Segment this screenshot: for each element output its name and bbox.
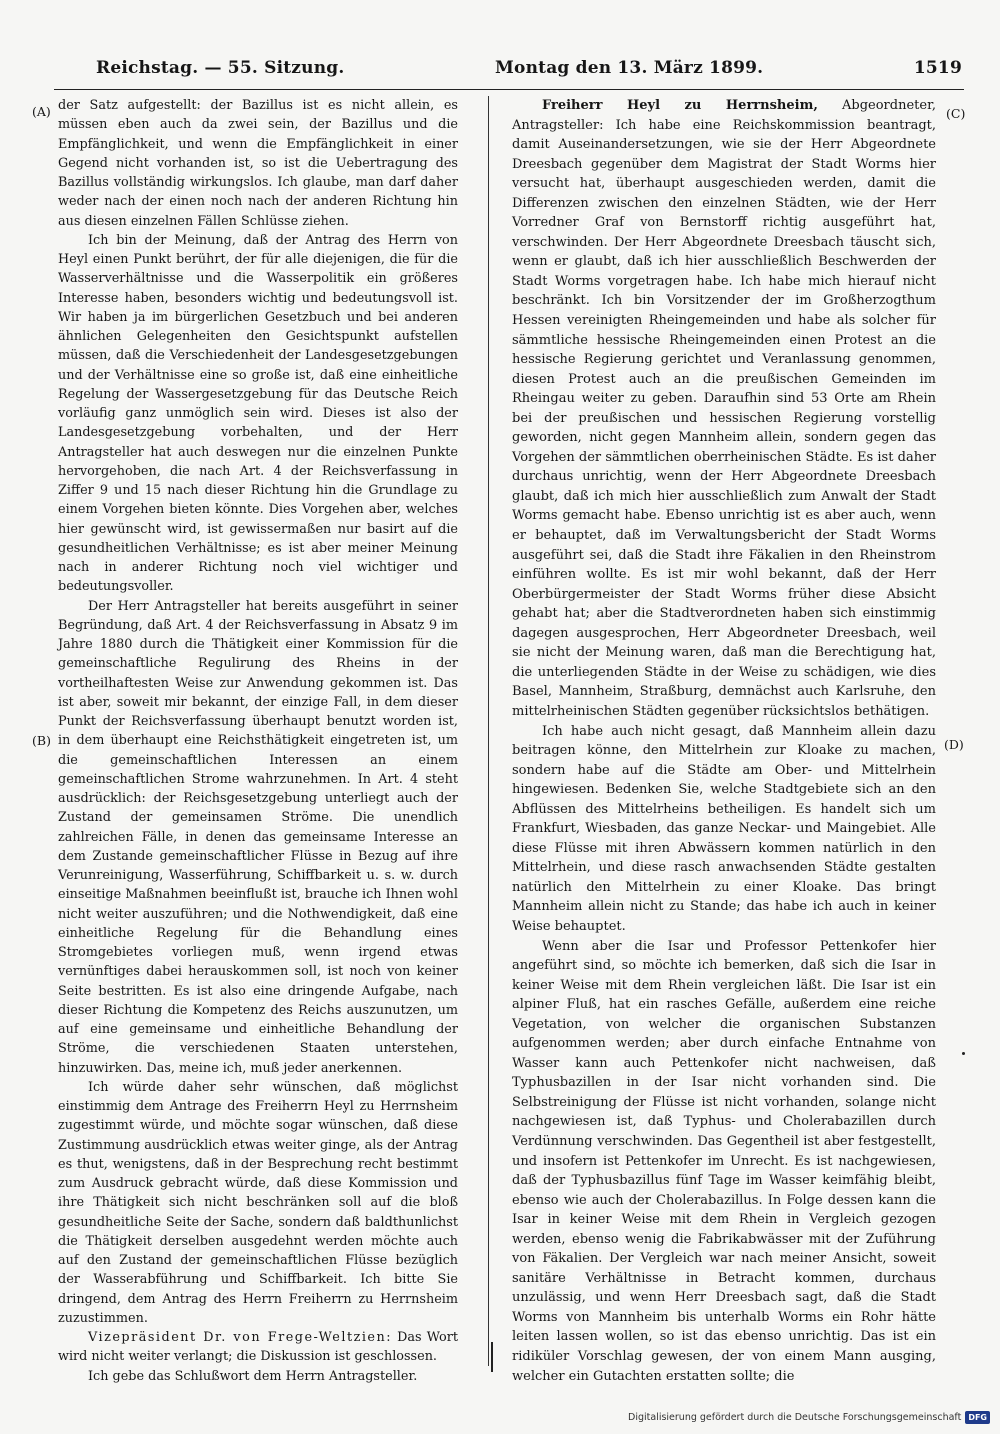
speaker-text: Abgeordneter, Antragsteller: Ich habe eine Reichskommission beantragt, damit Auseinandersetzungen, wie sie der Herr Abgeordnete Dreesbach gegenüber dem Magistrat der Stadt Worms hier versucht hat, überhaupt ausgeschieden werden, damit die Differenzen zwischen den einzelnen Städten, wie der Herr Vorredner Graf von Bernstorff richtig ausgeführt hat, verschwinden. Der Herr Abgeordnete Dreesbach täuscht sich, wenn er glaubt, daß ich hier ausschließlich Beschwerden der Stadt Worms vorgetragen habe. Ich habe mich hierauf nicht beschränkt. Ich bin Vorsitzender der im Großherzogthum Hessen vereinigten Rheingemeinden und habe als solcher für sämmtliche hessische Rheingemeinden einen Protest an die hessische Regierung gerichtet und Veranlassung genommen, diesen Protest auch an die preußischen Gemeinden im Rheingau weiter zu geben. Daraufhin sind 53 Orte am Rhein bei der preußischen und hessischen Regierung vorstellig geworden, nicht gegen Mannheim allein, sondern gegen das Vorgehen der sämmtlichen oberrheinischen Städte. Es ist daher durchaus unrichtig, wenn der Herr Abgeordnete Dreesbach glaubt, daß ich mich hier ausschließlich zum Anwalt der Stadt Worms gemacht habe. Ebenso unrichtig ist es aber auch, wenn er behauptet, daß im Verwaltungsbericht der Stadt Worms ausgeführt sei, daß die Stadt ihre Fäkalien in den Rheinstrom einführen wollte. Es ist mir wohl bekannt, daß der Herr Oberbürgermeister der Stadt Worms früher diese Absicht gehabt hat; aber die Stadtverordneten haben sich einstimmig dagegen ausgesprochen, Herr Abgeordneter Dreesbach, weil sie nicht der Meinung waren, daß man die Berechtigung hat, die unterliegenden Städte in der Weise zu schädigen, wie dies Basel, Mannheim, Straßburg, demnächst auch Karlsruhe, den mittelrheinischen Städten gegenüber rücksichtslos bethätigen. xyxy=(512,98,936,719)
running-header xyxy=(96,58,962,84)
column-divider xyxy=(488,96,489,1366)
column-divider-mark xyxy=(491,1342,493,1372)
dfg-logo-icon: DFG xyxy=(965,1411,990,1424)
paragraph: Ich würde daher sehr wünschen, daß möglichst einstimmig dem Antrage des Freiherrn Heyl zu Herrnsheim zugestimmt würde, und möchte sogar wünschen, daß diese Zustimmung ausdrücklich etwas weiter ginge, als der Antrag es thut, wenigstens, daß in der Besprechung recht bestimmt zum Ausdruck gebracht würde, daß diese Kommission und ihre Thätigkeit sich nicht beschränken soll auf die bloß gesundheitliche Seite der Sache, sondern daß baldthunlichst die Thätigkeit derselben ausgedehnt werden möchte auch auf den Zustand der gemeinschaftlichen Flüsse bezüglich der Wasserabführung und Schiffbarkeit. Ich bitte Sie dringend, dem Antrag des Herrn Freiherrn zu Herrnsheim zuzustimmen. xyxy=(58,1079,458,1326)
page-number: 1519 xyxy=(913,58,962,78)
margin-marker-a: (A) xyxy=(32,104,51,119)
print-speck xyxy=(962,1052,965,1055)
speaker-paragraph xyxy=(58,1328,458,1367)
paragraph: Wenn aber die Isar und Professor Pettenkofer hier angeführt sind, so möchte ich bemerken, daß sich die Isar in keiner Weise mit dem Rhein vergleichen läßt. Die Isar ist ein alpiner Fluß, hat ein rasches Gefälle, außerdem eine reiche Vegetation, von welcher die organischen Substanzen aufgenommen werden; aber durch einfache Entnahme von Wasser kann auch Pettenkofer nicht nachweisen, daß Typhusbazillen in der Isar nicht vorhanden sind. Die Selbstreinigung der Flüsse ist nicht vorhanden, solange nicht nachgewiesen ist, daß Typhus- und Cholerabazillen durch Verdünnung verschwinden. Das Gegentheil ist aber festgestellt, und insofern ist Pettenkofer im Unrecht. Es ist nachgewiesen, daß der Typhusbazillus fünf Tage im Wasser keimfähig bleibt, ebenso wie auch der Cholerabazillus. In Folge dessen kann die Isar in keiner Weise mit dem Rhein in Vergleich gezogen werden, ebenso wenig die Fabrikabwässer mit der Zuführung von Fäkalien. Der Vergleich war nach meiner Ansicht, soweit sanitäre Verhältnisse in Betracht kommen, durchaus unzulässig, und wenn Herr Dreesbach sagt, daß die Stadt Worms von Mannheim bis unterhalb Worms ein Rohr hätte leiten lassen wollen, so ist das ebenso unrichtig. Das ist ein ridiküler Vorschlag gewesen, der von einem Mann ausging, welcher ein Gutachten erstatten sollte; die xyxy=(512,938,936,1384)
right-column xyxy=(512,96,936,1386)
paragraph: Der Herr Antragsteller hat bereits ausgeführt in seiner Begründung, daß Art. 4 der Reichsverfassung in Absatz 9 im Jahre 1880 durch die Thätigkeit einer Kommission für die gemeinschaftliche Regulirung des Rheins in der vortheilhaftesten Weise zur Anwendung gekommen ist. Das ist aber, soweit mir bekannt, der einzige Fall, in dem dieser Punkt der Reichsverfassung überhaupt benutzt worden ist, in dem überhaupt eine Reichsthätigkeit eingetreten ist, um die gemeinschaftlichen Interessen an einem gemeinschaftlichen Strome wahrzunehmen. In Art. 4 steht ausdrücklich: der Reichsgesetzgebung unterliegt auch der Zustand der gemeinsamen Ströme. Die unendlich zahlreichen Fälle, in denen das gemeinsame Interesse an dem Zustande gemeinschaftlicher Flüsse in Bezug auf ihre Verunreinigung, Wasserführung, Schiffbarkeit u. s. w. durch einseitige Maßnahmen beeinflußt ist, brauche ich Ihnen wohl nicht weiter auszuführen; und die Nothwendigkeit, daß eine einheitliche Regelung für die Behandlung eines Stromgebietes vorliegen muß, wenn irgend etwas vernünftiges dabei herauskommen soll, ist noch von keiner Seite bestritten. Es ist also eine dringende Aufgabe, nach dieser Richtung die Kompetenz des Reichs auszunutzen, um auf eine gemeinsame und einheitliche Behandlung der Ströme, die verschiedenen Staaten unterstehen, hinzuwirken. Das, meine ich, muß jeder anerkennen. xyxy=(58,598,458,1076)
credit-text: Digitalisierung gefördert durch die Deutsche Forschungsgemeinschaft xyxy=(628,1412,962,1423)
header-rule xyxy=(54,89,964,90)
speaker-name: Vizepräsident Dr. von Frege-Weltzien: xyxy=(88,1330,393,1345)
left-column xyxy=(58,96,458,1386)
paragraph: Ich habe auch nicht gesagt, daß Mannheim allein dazu beitragen könne, den Mittelrhein zur Kloake zu machen, sondern habe auf die Städte am Ober- und Mittelrhein hingewiesen. Bedenken Sie, welche Stadtgebiete sich an den Abflüssen des Mittelrheins betheiligen. Es handelt sich um Frankfurt, Wiesbaden, das ganze Neckar- und Maingebiet. Alle diese Flüsse mit ihren Abwässern kommen natürlich in den Mittelrhein, und diese rasch anwachsenden Städte gestalten natürlich den Mittelrhein zu einer Kloake. Das bringt Mannheim allein nicht zu Stande; das habe ich auch in keiner Weise behauptet. xyxy=(512,723,936,934)
margin-marker-c: (C) xyxy=(946,106,966,121)
speaker-paragraph xyxy=(512,96,936,722)
paragraph: Ich bin der Meinung, daß der Antrag des Herrn von Heyl einen Punkt berührt, der für alle diejenigen, die für die Wasserverhältnisse und die Wasserpolitik ein größeres Interesse haben, besonders wichtig und bedeutungsvoll ist. Wir haben ja im bürgerlichen Gesetzbuch und bei anderen ähnlichen Gelegenheiten den Gesichtspunkt aufstellen müssen, daß die Verschiedenheit der Landesgesetzgebungen und der Verhältnisse eine so große ist, daß eine einheitliche Regelung der Wassergesetzgebung für das Deutsche Reich vorläufig ganz unmöglich sein wird. Dieses ist also der Landesgesetzgebung vorbehalten, und der Herr Antragsteller hat auch deswegen nur die einzelnen Punkte hervorgehoben, die nach Art. 4 der Reichsverfassung in Ziffer 9 und 15 nach dieser Richtung hin die Grundlage zu einem Vorgehen bieten könnte. Dies Vorgehen aber, welches hier gewünscht wird, ist gewissermaßen nur basirt auf die gesundheitlichen Verhältnisse; es ist aber meiner Meinung nach in anderer Richtung noch viel wichtiger und bedeutungsvoller. xyxy=(58,232,458,595)
header-date: Montag den 13. März 1899. xyxy=(495,58,764,78)
digitization-credit xyxy=(610,1411,990,1424)
margin-marker-d: (D) xyxy=(944,737,964,752)
paragraph: der Satz aufgestellt: der Bazillus ist es nicht allein, es müssen eben auch da zwei sein, der Bazillus und die Empfänglichkeit, und wenn die Empfänglichkeit in einer Gegend nicht vorhanden ist, so ist die Uebertragung des Bazillus vollständig wirkungslos. Ich glaube, man darf daher weder nach der einen noch nach der anderen Richtung hin aus diesen einzelnen Fällen Schlüsse ziehen. xyxy=(58,98,458,229)
header-session: Reichstag. — 55. Sitzung. xyxy=(96,58,345,78)
speaker-text: Das Wort wird nicht weiter verlangt; die Diskussion ist geschlossen. xyxy=(58,1330,458,1365)
margin-marker-b: (B) xyxy=(32,733,51,748)
paragraph: Ich gebe das Schlußwort dem Herrn Antragsteller. xyxy=(88,1368,418,1384)
speaker-name: Freiherr Heyl zu Herrnsheim, xyxy=(542,98,818,113)
